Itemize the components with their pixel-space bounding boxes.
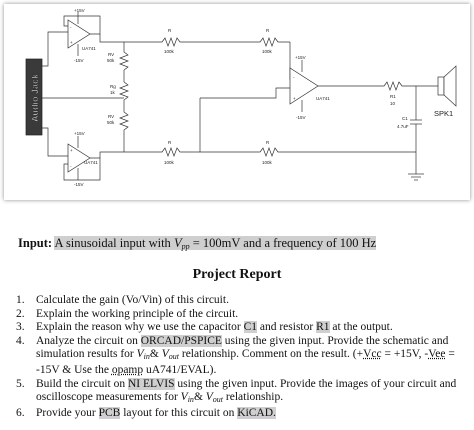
bottom-opamp-vneg: -15V	[74, 182, 84, 187]
task-text: using the given input. Provide the schematic and simulation results for	[36, 334, 449, 361]
task-text: uA741/EVAL).	[143, 363, 217, 376]
rv-bottom-label: RV	[108, 114, 115, 119]
task-item	[16, 321, 466, 335]
input-text-before: A sinusoidal input with	[54, 236, 174, 250]
vout-symbol: V	[205, 391, 213, 404]
r-top1-value: 100k	[164, 49, 174, 54]
svg-text:+: +	[70, 40, 73, 45]
ampersand: &	[193, 391, 206, 404]
input-specification	[18, 236, 376, 251]
r-top2-value: 100k	[262, 49, 272, 54]
vout-sub: out	[168, 352, 179, 362]
rv-top-value: 50k	[107, 58, 115, 63]
r-top2-label: R	[266, 28, 270, 33]
task-number: 5.	[16, 377, 25, 390]
task-number: 2.	[16, 307, 25, 320]
task-text: = +15V, -	[381, 348, 429, 361]
input-description	[54, 236, 376, 250]
r-top1-label: R	[168, 28, 172, 33]
input-v-sub: pp	[181, 242, 190, 251]
rg-label: Rg	[110, 84, 116, 89]
ampersand: &	[149, 348, 162, 361]
task-text: Calculate the gain (Vo/Vin) of this circuit.	[36, 294, 229, 306]
vout-symbol: V	[161, 348, 169, 361]
c1-label: C1	[402, 116, 408, 121]
out-opamp-model: UA741	[316, 96, 330, 101]
task-item	[16, 335, 466, 378]
c1-value: 4.7uF	[397, 124, 409, 129]
input-heading: Input:	[18, 236, 53, 250]
top-opamp-vpos: +15V	[74, 8, 85, 13]
task-text: Build the circuit on	[36, 377, 128, 390]
input-v: V	[173, 236, 182, 250]
input-text-after: = 100mV and a frequency of 100 Hz	[189, 236, 377, 250]
task-text: and resistor	[256, 321, 317, 334]
report-title: Project Report	[192, 267, 282, 282]
task-text: layout for this circuit on	[120, 406, 238, 419]
svg-text:+: +	[70, 148, 73, 153]
resistor-ref: R1	[316, 321, 330, 334]
svg-text:-: -	[293, 75, 295, 80]
svg-text:+: +	[293, 96, 296, 101]
r1-label: R1	[390, 94, 396, 99]
task-text: relationship.	[223, 391, 284, 404]
task-text: = -15V & Use the	[36, 348, 455, 376]
task-number: 4.	[16, 334, 25, 347]
orcad-ref: ORCAD/PSPICE	[140, 334, 222, 347]
task-text: Explain the working principle of the circuit.	[36, 307, 239, 320]
svg-text:-: -	[70, 25, 72, 30]
circuit-schematic	[4, 4, 470, 200]
task-text: using the given input. Provide the images of your circuit and oscilloscope measurements for	[36, 377, 457, 404]
top-opamp-vneg: -15V	[74, 58, 84, 63]
out-opamp-vneg: -15V	[296, 115, 306, 120]
r1-value: 10	[390, 101, 396, 106]
vout-sub: out	[212, 395, 224, 405]
task-number: 6.	[16, 406, 25, 419]
bottom-opamp-vpos: +15V	[74, 131, 85, 136]
r-bottom2-label: R	[266, 140, 270, 145]
capacitor-ref: C1	[243, 321, 257, 334]
task-list	[16, 294, 466, 420]
schematic-drawing	[4, 4, 470, 200]
top-opamp-model: UA741	[82, 46, 96, 51]
task-item	[16, 308, 466, 322]
task-item	[16, 294, 466, 308]
vin-sub: in	[187, 395, 194, 405]
vee-ref: Vee	[428, 348, 446, 361]
r-bottom2-value: 100k	[262, 160, 272, 165]
task-text: Provide your	[36, 406, 99, 419]
task-text: Analyze the circuit on	[36, 334, 141, 347]
opamp-ref: opamp	[111, 363, 144, 376]
task-number: 3.	[16, 321, 25, 334]
audio-jack-label: Audio Jack	[30, 73, 40, 122]
rg-value: 1k	[110, 90, 115, 95]
vcc-ref: Vcc	[363, 348, 382, 361]
task-item	[16, 378, 466, 407]
rv-bottom-value: 50k	[107, 120, 115, 125]
out-opamp-vpos: +15V	[295, 55, 306, 60]
vin-symbol: V	[136, 348, 144, 361]
vin-symbol: V	[180, 391, 188, 404]
task-text: relationship. Comment on the result. (+	[178, 348, 364, 361]
task-number: 1.	[16, 294, 25, 306]
r-bottom1-value: 100k	[164, 160, 174, 165]
task-text: Explain the reason why we use the capacitor	[36, 321, 244, 334]
task-item	[16, 407, 466, 421]
r-bottom1-label: R	[168, 140, 172, 145]
speaker-label: SPK1	[434, 109, 454, 118]
vin-sub: in	[143, 352, 150, 362]
svg-text:-: -	[70, 164, 72, 169]
task-text: at the output.	[329, 321, 393, 334]
elvis-ref: NI ELVIS	[127, 377, 175, 390]
kicad-ref: KiCAD.	[237, 406, 276, 419]
bottom-opamp-model: UA741	[84, 160, 98, 165]
rv-top-label: RV	[108, 52, 115, 57]
pcb-ref: PCB	[98, 406, 121, 419]
